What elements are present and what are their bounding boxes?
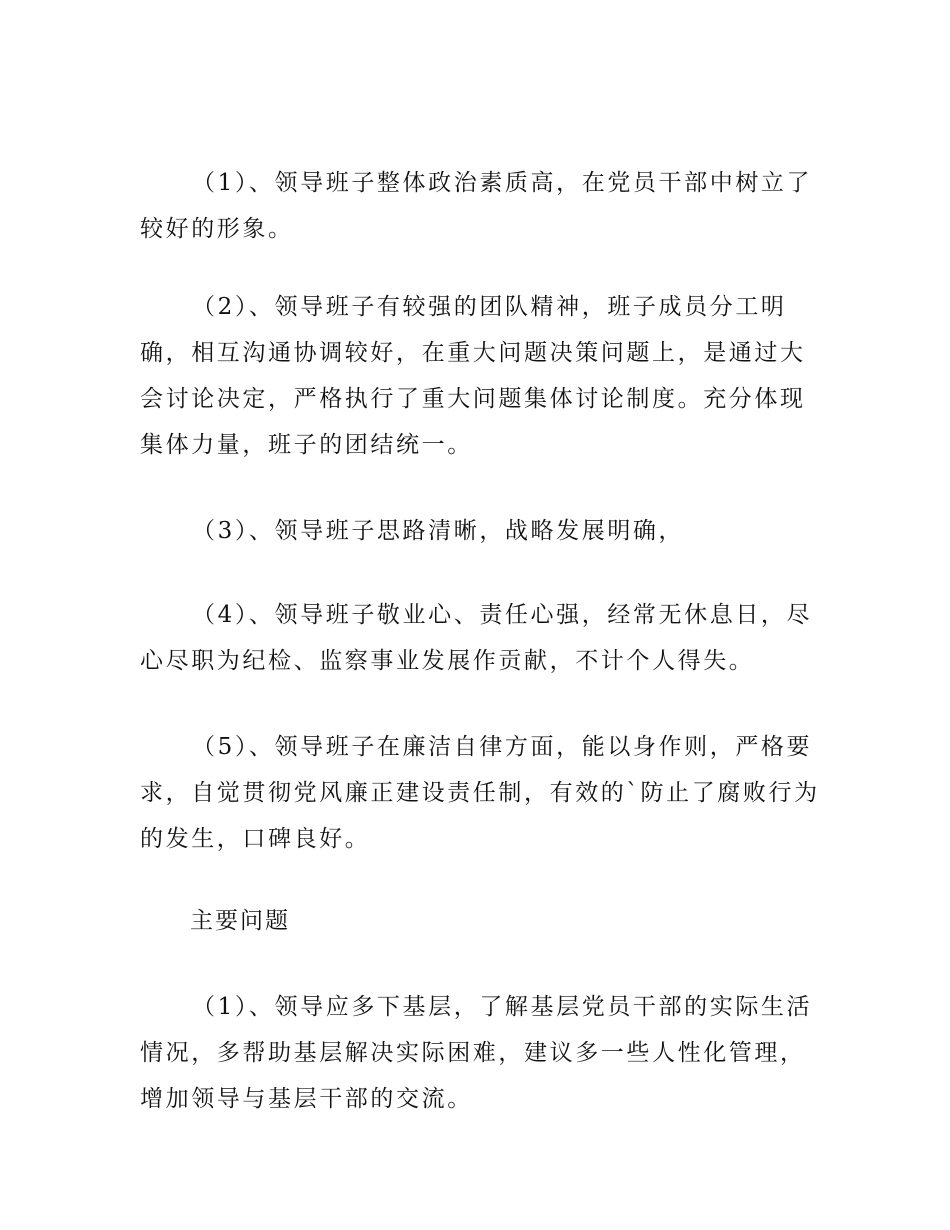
strength-paragraph-3: （3）、领导班子思路清晰，战略发展明确， bbox=[192, 518, 685, 544]
strength-paragraph-4: （4）、领导班子敬业心、责任心强，经常无休息日，尽心尽职为纪检、监察事业发展作贡献，不计个人得失。 bbox=[140, 602, 813, 674]
problem-paragraph-1: （1）、领导应多下基层，了解基层党员干部的实际生活情况，多帮助基层解决实际困难，建议多一些人性化管理，增加领导与基层干部的交流。 bbox=[140, 994, 813, 1112]
strength-paragraph-2: （2）、领导班子有较强的团队精神，班子成员分工明确，相互沟通协调较好，在重大问题决策问题上，是通过大会讨论决定，严格执行了重大问题集体讨论制度。充分体现集体力量，班子的团结统一。 bbox=[140, 294, 806, 458]
strength-paragraph-1: （1）、领导班子整体政治素质高，在党员干部中树立了较好的形象。 bbox=[140, 170, 813, 242]
strength-paragraph-5: （5）、领导班子在廉洁自律方面，能以身作则，严格要求，自觉贯彻党风廉正建设责任制，有效的`防止了腐败行为的发生，口碑良好。 bbox=[140, 734, 820, 852]
problems-heading: 主要问题 bbox=[190, 908, 290, 934]
